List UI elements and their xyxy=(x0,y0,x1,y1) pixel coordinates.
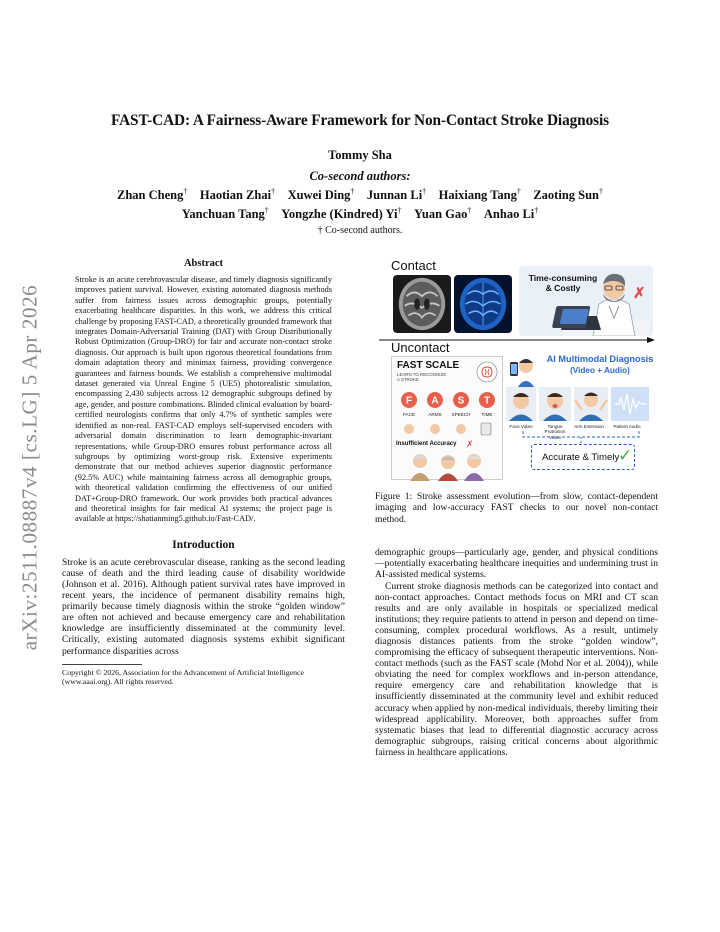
fast-scale-panel xyxy=(391,356,503,480)
abstract-heading: Abstract xyxy=(183,258,224,269)
elderly-people-illustration xyxy=(398,451,498,481)
time-cost-panel xyxy=(519,266,653,336)
figure-caption: Figure 1: Stroke assessment evolution—from slow, contact-dependent imaging and low-accuracy FAST checks to our novel non-contact method. xyxy=(375,491,658,525)
intro-paragraph: Stroke is an acute cerebrovascular disease, ranking as the second leading cause of death and the third leading cause of disability worldwide (Johnson et al. 2016). Although patient survival rates have improved in recent years, the incidence of permanent disability remains high, primarily because timely diagnosis within the stroke “golden window” are often not achieved and because emergency care and rehabilitation knowledge are insufficiently disseminated at the community level. Critically, existing automated diagnosis systems exhibit significant performance disparities across xyxy=(62,556,345,657)
footnote-rule xyxy=(62,664,142,665)
mri-scan-image xyxy=(393,275,451,333)
right-body-text xyxy=(375,547,658,758)
author-name: Yuan Gao xyxy=(414,207,468,222)
accurate-timely-box xyxy=(531,444,635,470)
copyright-footnote: Copyright © 2026, Association for the Advancement of Artificial Intelligence (www.aaai.org). All rights reserved. xyxy=(62,667,304,686)
time-cost-line-2: & Costly xyxy=(545,283,581,293)
author-dagger: † xyxy=(467,206,472,216)
author-dagger: † xyxy=(599,187,603,196)
patient-audio-caption: Patient Audio xyxy=(613,424,641,429)
author-name: Haotian Zhai xyxy=(199,188,272,203)
introduction-text xyxy=(62,557,345,657)
fast-letter-label: ARMS xyxy=(428,412,442,417)
fast-letter: T xyxy=(483,395,491,407)
arm-extension-caption: Arm Extension xyxy=(574,424,604,429)
author-dagger: † xyxy=(271,187,276,196)
paper-title: FAST-CAD: A Fairness-Aware Framework for Non-Contact Stroke Diagnosis xyxy=(110,112,609,129)
author-dagger: † xyxy=(516,187,521,196)
fast-scale-subtitle: LEARN TO RECOGNIZE A STROKE xyxy=(397,372,447,382)
author-name: Yongzhe (Kindred) Yi xyxy=(281,207,398,222)
ai-diagnosis-heading: AI Multimodal Diagnosis xyxy=(546,354,654,364)
fast-letter-row xyxy=(396,389,502,443)
tongue-video-caption: Tongue Protrusion Video xyxy=(544,424,566,440)
author-name: Junnan Li xyxy=(366,188,423,203)
check-icon: ✓ xyxy=(618,446,633,465)
author-dagger: † xyxy=(264,206,269,216)
introduction-heading: Introduction xyxy=(172,538,235,551)
accurate-timely-label: Accurate & Timely xyxy=(542,452,620,463)
authors-line-1 xyxy=(60,184,660,203)
author-dagger: † xyxy=(422,187,427,196)
authors-line-2 xyxy=(60,203,660,222)
phone-user-icon xyxy=(508,356,540,390)
author-dagger: † xyxy=(534,206,539,216)
ai-diagnosis-subtitle: (Video + Audio) xyxy=(570,366,630,375)
title-block xyxy=(60,112,660,236)
author-dagger: † xyxy=(397,206,402,216)
fast-scale-title: FAST SCALE xyxy=(397,360,460,371)
insufficient-accuracy-label: Insufficient Accuracy xyxy=(396,441,457,447)
fast-letter-label: SPEECH xyxy=(451,412,471,417)
author-dagger: † xyxy=(183,187,188,196)
right-paragraph-1: demographic groups—particularly age, gender, and physical conditions—potentially exacerbating healthcare inequities and undermining trust in AI-assisted medical systems. xyxy=(375,547,658,581)
author-name: Zhan Cheng xyxy=(117,188,184,203)
time-cost-line-1: Time-consuming xyxy=(528,273,598,283)
time-cost-label xyxy=(523,273,603,293)
contact-label: Contact xyxy=(391,258,436,273)
cosecond-heading: Co-second authors: xyxy=(309,169,411,183)
abstract-body: Stroke is an acute cerebrovascular disease, and timely diagnosis significantly improves patient survival. However, existing automated diagnosis methods suffer from fairness issues across demographic groups, potentially exacerbating healthcare disparities. In this work, we address this critical challenge by proposing FAST-CAD, a theoretically grounded framework that integrates Domain-Adversarial Training (DAT) with Group Distributionally Robust Optimization (Group-DRO) for fair and accurate non-contact stroke diagnosis. Our approach is built upon rigorous theoretical foundations from domain adaptation theory and minimax fairness, providing convergence guarantees and fairness bounds. We establish a comprehensive multimodal dataset generated via Unreal Engine 5 (UE5) photorealistic simulation, encompassing 2,430 subjects across 12 demographic subgroups defined by age, gender, and posture combinations. Blinded clinical evaluation by board-certified neurologists confirms that only 4.7% of synthetic samples were identified as non-real. FAST-CAD employs self-supervised encoders with adversarial domain discrimination to learn demographic-invariant representations, while Group-DRO ensures robust performance across all subgroups by optimizing worst-group risk. Extensive experiments demonstrate that our method achieves superior diagnostic performance (92.5% AUC) while maintaining fairness across all demographic groups, with theoretical validation confirming the effectiveness of our unified DAT+Group-DRO framework. Our work provides both practical advances and theoretical insights for fair medical AI systems; the project page is available at https://shatianming5.github.io/Fast-CAD/. xyxy=(75,275,332,524)
face-video-caption: Face Video xyxy=(509,424,533,429)
merge-bracket xyxy=(521,430,641,444)
fast-letter: S xyxy=(457,395,465,407)
arxiv-stamp xyxy=(8,262,52,672)
arxiv-stamp-text: arXiv:2511.08887v4 [cs.LG] 5 Apr 2026 xyxy=(17,284,42,650)
svg-text:✗: ✗ xyxy=(633,285,646,302)
fast-letter-label: TIME xyxy=(481,412,493,417)
cosecond-note: † Co-second authors. xyxy=(317,225,403,237)
right-column xyxy=(375,258,658,758)
patient-inputs-row xyxy=(505,386,655,422)
author-name: Anhao Li xyxy=(483,207,535,222)
ct-scan-image xyxy=(454,275,512,333)
brain-icon xyxy=(476,361,498,383)
fast-letter-label: FACE xyxy=(403,412,415,417)
left-column xyxy=(62,258,345,686)
main-author: Tommy Sha xyxy=(328,148,392,162)
author-dagger: † xyxy=(350,187,355,196)
fast-letter: F xyxy=(405,395,413,407)
author-name: Zaoting Sun xyxy=(533,188,599,203)
figure-1 xyxy=(375,258,658,483)
ai-diagnosis-title xyxy=(540,354,660,376)
uncontact-label: Uncontact xyxy=(391,340,450,355)
author-name: Haixiang Tang xyxy=(438,188,517,203)
author-name: Yanchuan Tang xyxy=(181,207,265,222)
cross-icon: ✗ xyxy=(466,439,474,449)
author-name: Xuwei Ding xyxy=(287,188,351,203)
fast-letter: A xyxy=(431,395,439,407)
right-paragraph-2: Current stroke diagnosis methods can be categorized into contact and non-contact approaches. Contact methods focus on MRI and CT scan results and are only available in hospitals or specialized medical institutions; they require patients to attend in person and depend on time-consuming, complex procedural workflows. As a result, untimely diagnosis distances patients from the stroke “golden window”, compromising the efficacy of subsequent therapeutic interventions. Non-contact methods (such as the FAST scale (Mohd Nor et al. 2004)), while obviating the need for complex workflows and in-person attendance, require emergency care and rehabilitation knowledge that is insufficiently disseminated at the community level and exhibit reduced accuracy when applied by non-medical individuals, thereby limiting their widespread applicability. Moreover, both approaches suffer from systematic biases that lead to differential diagnostic accuracy across demographic subgroups, raising critical concerns about algorithmic fairness in healthcare applications. xyxy=(375,580,658,758)
